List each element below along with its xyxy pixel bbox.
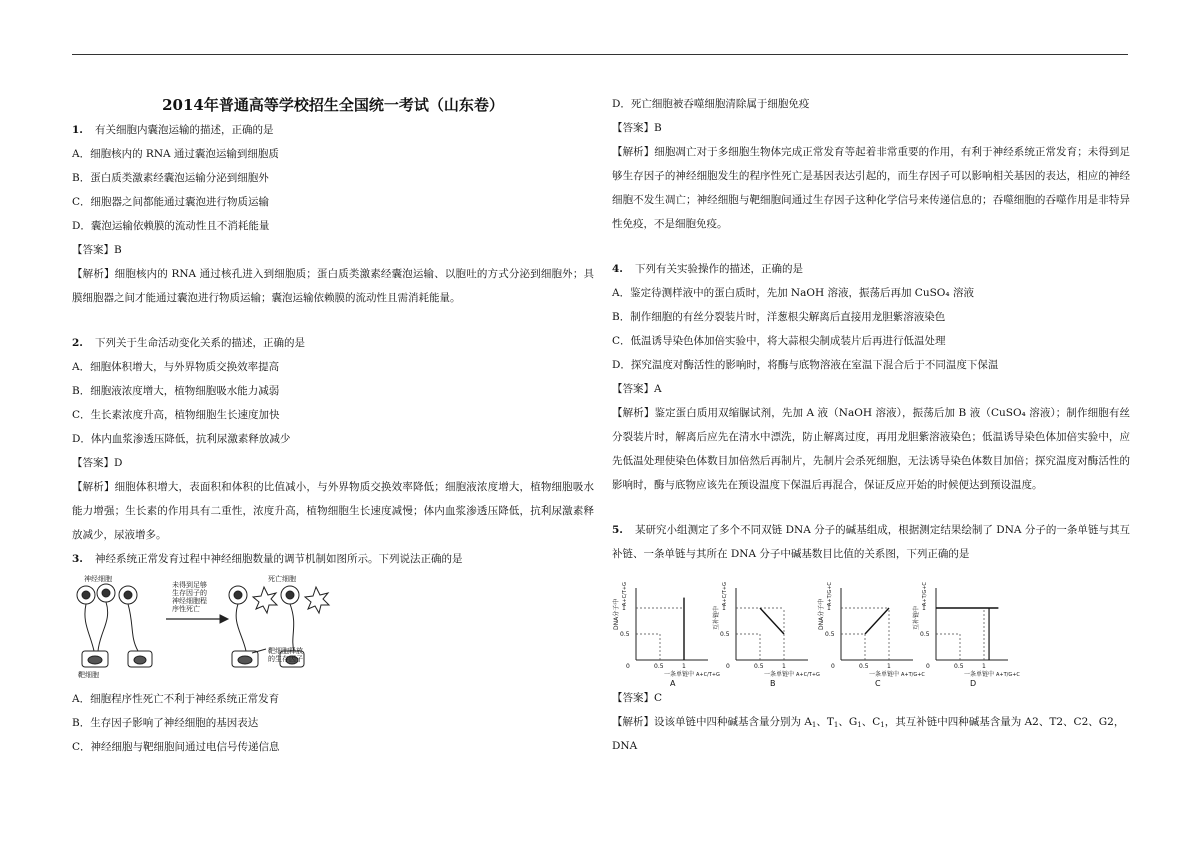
- option-c: C．神经细胞与靶细胞间通过电信号传递信息: [72, 741, 280, 753]
- tick-label: 0.5: [654, 663, 664, 670]
- tick-label: 1: [887, 663, 891, 670]
- explanation: 【解析】鉴定蛋白质用双缩脲试剂，先加 A 液（NaOH 溶液），振荡后加 B 液（CuSO₄ 溶液）；制作细胞有丝分裂装片时，解离后应先在清水中漂洗，防止解离过度，再用龙胆紫溶液染色；低温诱导染色体加倍实验中，应先低温处理使染色体数目加倍然后再制片，先制片会杀死细胞，无法诱导染色体数目加倍；探究温度对酶活性的影响时，酶与底物应该先在预设温度下保温后再混合，保证反应开始的时候便达到预设温度。: [612, 407, 1130, 491]
- tick-label: 0.5: [859, 663, 869, 670]
- label-neuron: 神经细胞: [84, 575, 112, 583]
- tick-label: 1: [782, 663, 786, 670]
- question-number: 2.: [72, 337, 83, 349]
- chart-y-fraction: A+C/T+G: [722, 582, 728, 606]
- explanation: 【解析】设该单链中四种碱基含量分别为 $A_1$、$T_1$、$G_1$、$C_1$，其互补链中四种碱基含量为 A2、T2、C2、G2，DNA: [612, 716, 1125, 752]
- neuron-diagram: [72, 573, 342, 683]
- explanation: 【解析】细胞凋亡对于多细胞生物体完成正常发育等起着非常重要的作用，有利于神经系统正常发育；未得到足够生存因子的神经细胞发生的程序性死亡是基因表达引起的，而生存因子可以影响相关基因的表达，相应的神经细胞不发生凋亡；神经细胞与靶细胞间通过生存因子这种化学信号来传递信息的；吞噬细胞的吞噬作用是非特异性免疫，不是细胞免疫。: [612, 146, 1130, 230]
- question-number: 3.: [72, 553, 83, 565]
- option-d: D．体内血浆渗透压降低，抗利尿激素释放减少: [72, 433, 291, 445]
- option-a: A．细胞体积增大，与外界物质交换效率提高: [72, 361, 280, 373]
- tick-label: 1: [922, 605, 926, 612]
- question-2: [72, 331, 594, 547]
- option-b: B．生存因子影响了神经细胞的基因表达: [72, 717, 259, 729]
- question-number: 5.: [612, 524, 623, 536]
- option-c: C．细胞器之间都能通过囊泡进行物质运输: [72, 196, 270, 208]
- answer: 【答案】A: [612, 383, 662, 395]
- arrow-label-3: 神经细胞程: [172, 597, 207, 605]
- option-c: C．生长素浓度升高，植物细胞生长速度加快: [72, 409, 280, 421]
- option-a: A．鉴定待测样液中的蛋白质时，先加 NaOH 溶液，振荡后再加 CuSO₄ 溶液: [612, 287, 974, 299]
- question-5: [612, 518, 1130, 758]
- option-d: D．探究温度对酶活性的影响时，将酶与底物溶液在室温下混合后于不同温度下保温: [612, 359, 999, 371]
- chart-letter: B: [770, 679, 776, 686]
- header-rule: [72, 54, 1128, 55]
- question-1: [72, 118, 594, 310]
- option-b: B．蛋白质类激素经囊泡运输分泌到细胞外: [72, 172, 269, 184]
- chart-x-fraction: A+C/T+G: [696, 672, 720, 678]
- tick-label: 1: [622, 605, 626, 612]
- chart-y-fraction: A+T/G+C: [827, 582, 833, 606]
- factor-label-1: 靶细胞释放: [268, 647, 303, 655]
- tick-label: 0.5: [825, 631, 835, 638]
- tick-label: 1: [722, 605, 726, 612]
- option-c: C．低温诱导染色体加倍实验中，将大蒜根尖制成装片后再进行低温处理: [612, 335, 946, 347]
- dna-charts-svg: [612, 578, 1132, 686]
- option-a: A．细胞程序性死亡不利于神经系统正常发育: [72, 693, 280, 705]
- tick-label: 1: [682, 663, 686, 670]
- option-d: D．死亡细胞被吞噬细胞清除属于细胞免疫: [612, 98, 810, 110]
- answer: 【答案】D: [72, 457, 123, 469]
- dna-charts: [612, 578, 1132, 686]
- chart-x-label: 一条单链中: [964, 671, 995, 678]
- chart-letter: D: [970, 679, 977, 686]
- tick-label: 1: [982, 663, 986, 670]
- arrow-label-2: 生存因子的: [172, 589, 207, 597]
- explanation: 【解析】细胞核内的 RNA 通过核孔进入到细胞质；蛋白质类激素经囊泡运输、以胞吐的方式分泌到细胞外；具膜细胞器之间才能通过囊泡进行物质运输；囊泡运输依赖膜的流动性且需消耗能量。: [72, 268, 594, 304]
- question-3: [72, 547, 594, 759]
- label-dead: 死亡细胞: [268, 575, 296, 583]
- neuron-figure: [72, 573, 342, 683]
- question-stem: 下列有关实验操作的描述，正确的是: [634, 263, 803, 275]
- chart-y-label: 互补链中: [913, 605, 920, 630]
- tick-label: 0.5: [620, 631, 630, 638]
- chart-x-label: 一条单链中: [764, 671, 795, 678]
- question-stem: 某研究小组测定了多个不同双链 DNA 分子的碱基组成，根据测定结果绘制了 DNA 分子的一条单链与其互补链、一条单链与其所在 DNA 分子中碱基数目比值的关系图，下列正确的是: [612, 524, 1130, 560]
- question-number: 1.: [72, 124, 83, 136]
- chart-y-label: DNA分子中: [818, 598, 825, 630]
- tick-label: 0.5: [954, 663, 964, 670]
- question-stem: 下列关于生命活动变化关系的描述，正确的是: [94, 337, 305, 349]
- answer: 【答案】B: [612, 122, 662, 134]
- chart-letter: A: [670, 679, 676, 686]
- answer: 【答案】B: [72, 244, 122, 256]
- arrow-label-4: 序性死亡: [172, 605, 200, 613]
- tick-label: 0.5: [920, 631, 930, 638]
- chart-x-label: 一条单链中: [869, 671, 900, 678]
- label-target: 靶细胞: [78, 671, 99, 679]
- option-d: D．囊泡运输依赖膜的流动性且不消耗能量: [72, 220, 270, 232]
- chart-x-label: 一条单链中: [664, 671, 695, 678]
- chart-y-fraction: A+C/T+G: [622, 582, 628, 606]
- chart-y-fraction: A+T/G+C: [922, 582, 928, 606]
- chart-x-fraction: A+T/G+C: [996, 672, 1020, 678]
- option-b: B．制作细胞的有丝分裂装片时，洋葱根尖解离后直接用龙胆紫溶液染色: [612, 311, 946, 323]
- tick-label: 0: [726, 663, 730, 670]
- tick-label: 1: [827, 605, 831, 612]
- option-b: B．细胞液浓度增大，植物细胞吸水能力减弱: [72, 385, 280, 397]
- arrow-label-1: 未得到足够: [172, 581, 207, 589]
- tick-label: 0.5: [720, 631, 730, 638]
- chart-series-line: [865, 608, 889, 634]
- answer: 【答案】C: [612, 692, 663, 704]
- chart-y-label: DNA分子中: [613, 598, 620, 630]
- chart-y-label: 互补链中: [713, 605, 720, 630]
- question-number: 4.: [612, 263, 623, 275]
- left-column: [72, 92, 594, 759]
- chart-x-fraction: A+T/G+C: [901, 672, 925, 678]
- right-column: [612, 92, 1130, 758]
- chart-x-fraction: A+C/T+G: [796, 672, 820, 678]
- tick-label: 0: [626, 663, 630, 670]
- factor-label-2: 的生存因子: [268, 655, 303, 663]
- question-stem: 神经系统正常发育过程中神经细胞数量的调节机制如图所示。下列说法正确的是: [94, 553, 463, 565]
- question-stem: 有关细胞内囊泡运输的描述，正确的是: [94, 124, 274, 136]
- page-title: 2014年普通高等学校招生全国统一考试（山东卷）: [162, 96, 504, 114]
- chart-series-line: [760, 608, 784, 634]
- tick-label: 0: [831, 663, 835, 670]
- tick-label: 0: [926, 663, 930, 670]
- option-a: A．细胞核内的 RNA 通过囊泡运输到细胞质: [72, 148, 279, 160]
- question-4: [612, 257, 1130, 497]
- tick-label: 0.5: [754, 663, 764, 670]
- explanation: 【解析】细胞体积增大，表面积和体积的比值减小，与外界物质交换效率降低；细胞液浓度增大，植物细胞吸水能力增强；生长素的作用具有二重性，浓度升高，植物细胞生长速度减慢；体内血浆渗透压降低，抗利尿激素释放减少，尿液增多。: [72, 481, 594, 541]
- chart-letter: C: [875, 679, 881, 686]
